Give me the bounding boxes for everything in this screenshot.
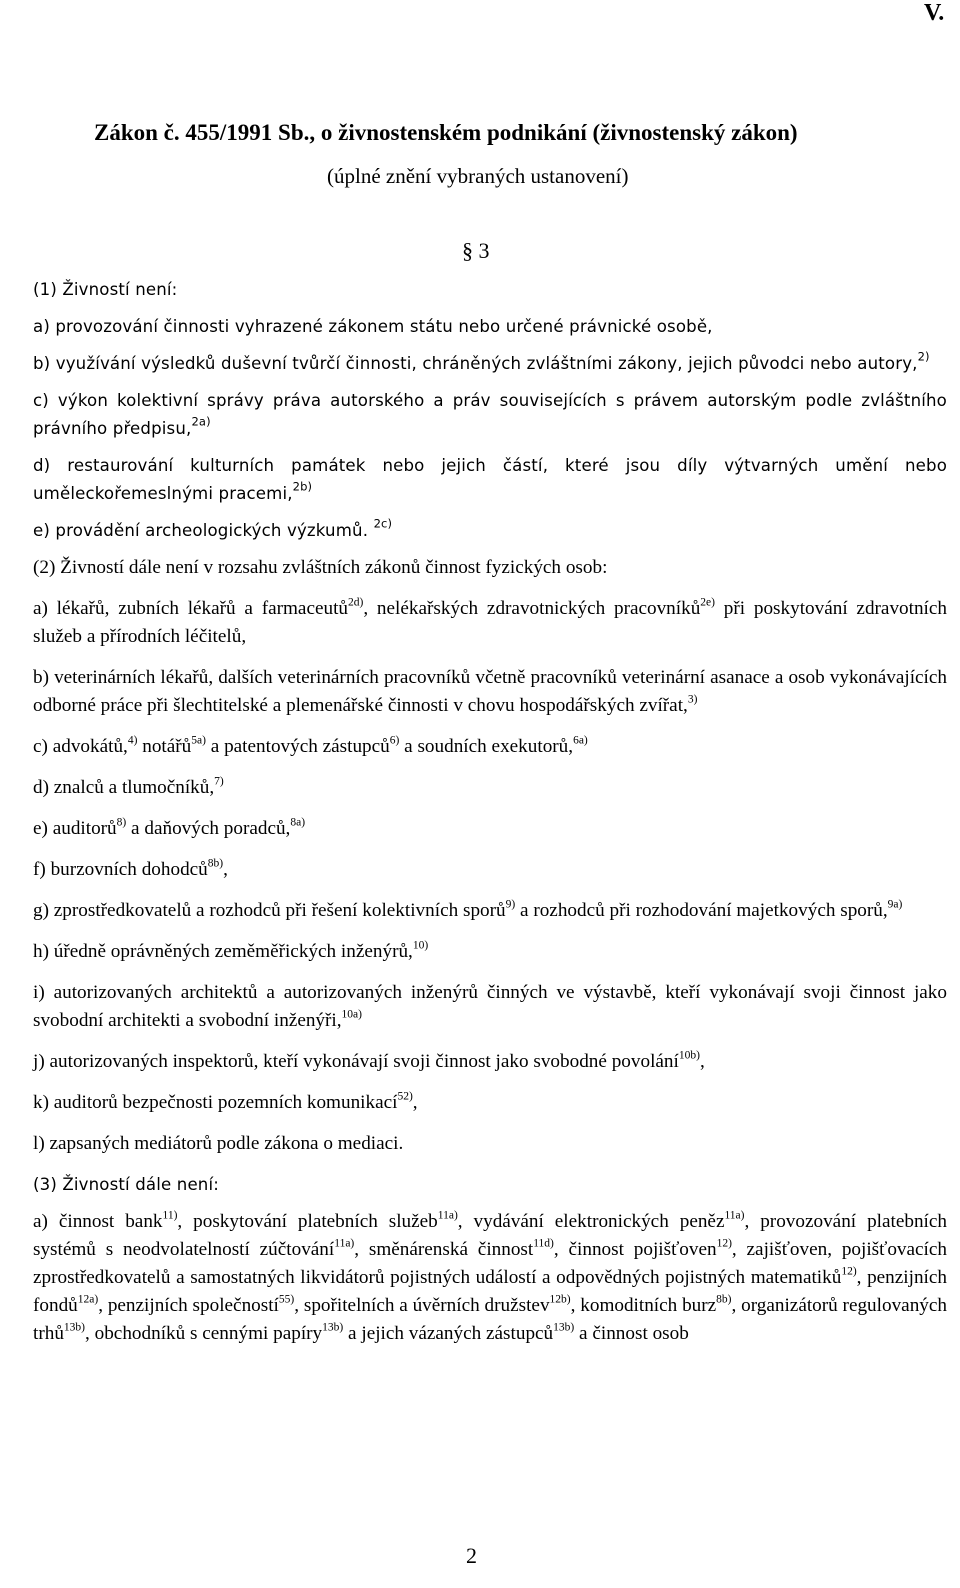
- paragraph-2-intro: (2) Živností dále není v rozsahu zvláštních zákonů činnost fyzických osob:: [33, 557, 608, 578]
- p2-item-c: c) advokátů,$^{4)}$ notářů$^{5a)}$ a patentových zástupců$^{6)}$ a soudních exekutorů,$^{6a)}$: [33, 734, 588, 757]
- paragraph-1-intro: (1) Živností není:: [33, 280, 178, 299]
- p2-item-f: f) burzovních dohodců$^{8b)}$,: [33, 857, 228, 880]
- document-body: [33, 276, 947, 1361]
- p2-item-j: j) autorizovaných inspektorů, kteří vykonávají svoji činnost jako svobodné povolání$^{10b)}$,: [33, 1049, 705, 1072]
- p3-item-a: a) činnost bank$^{11)}$, poskytování platebních služeb$^{11a)}$, vydávání elektronických peněz$^{11a)}$, provozování platebních systémů s neodvolatelností zúčtování$^{11a)}$, směnárenská činnost$^{11d)}$, činnost pojišťoven$^{12)}$, zajišťoven, pojišťovacích zprostředkovatelů a samostatných likvidátorů pojistných událostí a odpovědných pojistných matematiků$^{12)}$, penzijních fondů$^{12a)}$, penzijních společností$^{55)}$, spořitelních a úvěrních družstev$^{12b)}$, komoditních burz$^{8b)}$, organizátorů regulovaných trhů$^{13b)}$, obchodníků s cennými papíry$^{13b)}$ a jejich vázaných zástupců$^{13b)}$ a činnost osob: [33, 1209, 947, 1344]
- document-title: Zákon č. 455/1991 Sb., o živnostenském podnikání (živnostenský zákon): [94, 120, 798, 145]
- footnote-ref: 2c): [373, 516, 393, 531]
- footnote-ref: 2b): [292, 479, 313, 494]
- p2-item-e: e) auditorů$^{8)}$ a daňových poradců,$^{8a)}$: [33, 816, 306, 839]
- p2-item-k: k) auditorů bezpečnosti pozemních komunikací$^{52)}$,: [33, 1090, 418, 1113]
- p2-item-l: l) zapsaných mediátorů podle zákona o mediaci.: [33, 1133, 404, 1154]
- section-heading: § 3: [462, 238, 490, 263]
- footnote-ref: 2a): [191, 414, 211, 429]
- p1-item-d: d) restaurování kulturních památek nebo jejich částí, které jsou díly výtvarných umění nebo uměleckořemeslnými pracemi,$^{2b)}$: [33, 456, 947, 503]
- p2-item-i: i) autorizovaných architektů a autorizovaných inženýrů činných ve výstavbě, kteří vykonávají svoji činnost jako svobodní architekti a svobodní inženýři,$^{10a)}$: [33, 982, 947, 1031]
- p1-item-e: e) provádění archeologických výzkumů. $^{2c)}$: [33, 516, 393, 540]
- p2-item-d: d) znalců a tlumočníků,$^{7)}$: [33, 775, 224, 798]
- p1-item-b: b) využívání výsledků duševní tvůrčí činnosti, chráněných zvláštními zákony, jejich původci nebo autory,$^{2)}$: [33, 349, 930, 373]
- footnote-ref: 2): [917, 349, 930, 364]
- p2-item-b: b) veterinárních lékařů, dalších veterinárních pracovníků včetně pracovníků veterinární asanace a osob vykonávajících odborné práce při šlechtitelské a plemenářské činnosti v chovu hospodářských zvířat,$^{3)}$: [33, 667, 947, 716]
- paragraph-3-intro: (3) Živností dále není:: [33, 1175, 219, 1194]
- page-number: 2: [466, 1543, 477, 1568]
- p2-item-g: g) zprostředkovatelů a rozhodců při řešení kolektivních sporů$^{9)}$ a rozhodců při rozhodování majetkových sporů,$^{9a)}$: [33, 898, 903, 921]
- p2-item-h: h) úředně oprávněných zeměměřických inženýrů,$^{10)}$: [33, 939, 429, 962]
- p1-item-c: c) výkon kolektivní správy práva autorského a práv souvisejících s právem autorským podle zvláštního právního předpisu,$^{2a)}$: [33, 391, 947, 438]
- document-subtitle: (úplné znění vybraných ustanovení): [327, 164, 629, 188]
- p1-item-a: a) provozování činnosti vyhrazené zákonem státu nebo určené právnické osobě,: [33, 317, 713, 336]
- p2-item-a: a) lékařů, zubních lékařů a farmaceutů$^{2d)}$, nelékařských zdravotnických pracovníků$^{2e)}$ při poskytování zdravotních služeb a přírodních léčitelů,: [33, 596, 947, 647]
- page-marker: V.: [924, 0, 945, 26]
